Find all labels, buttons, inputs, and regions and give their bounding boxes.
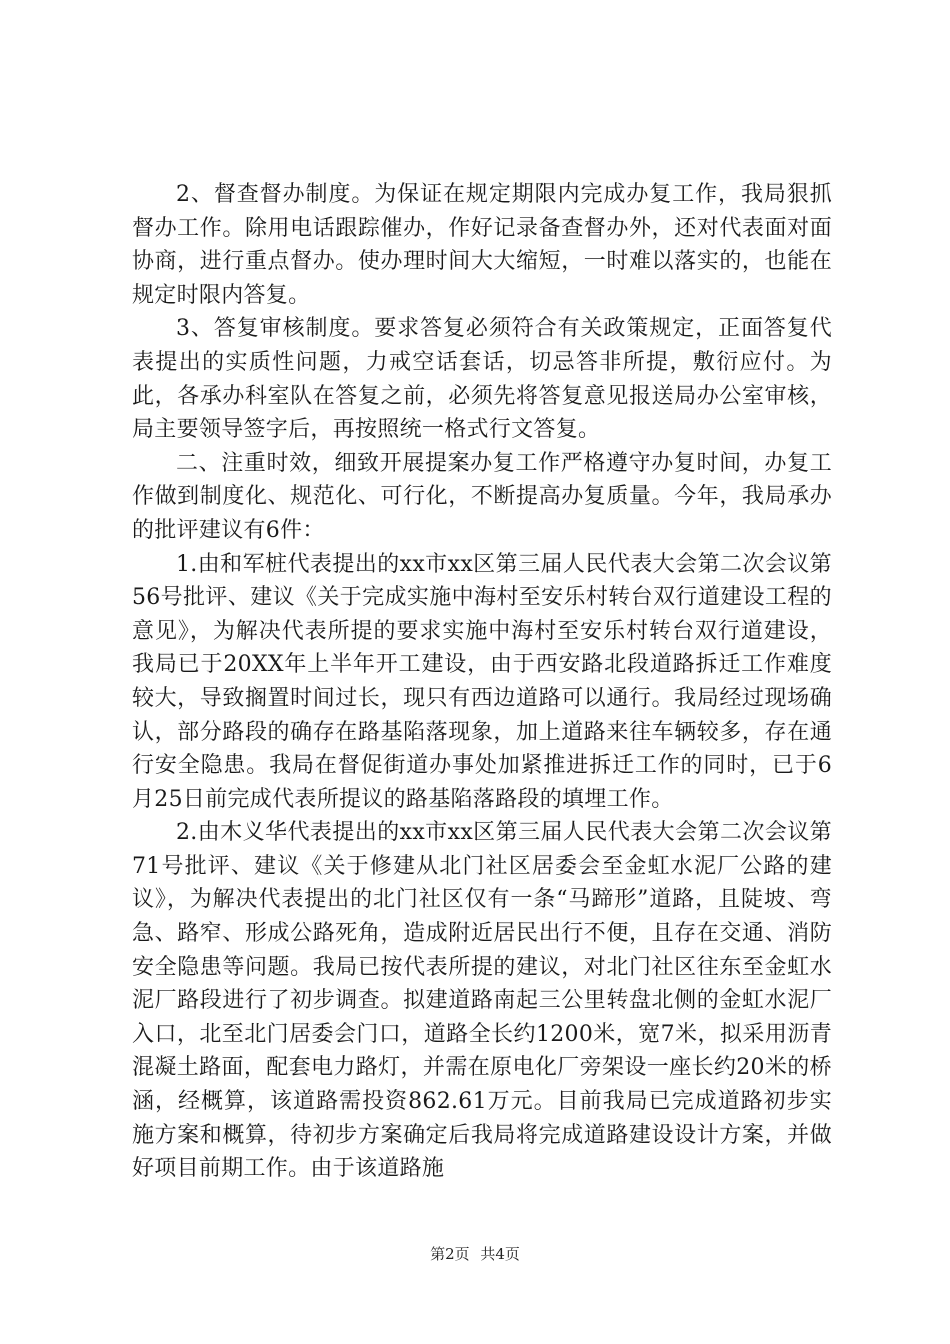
document-body <box>132 178 832 1186</box>
paragraph-item-two: 2.由木义华代表提出的xx市xx区第三届人民代表大会第二次会议第71号批评、建议《关于修建从北门社区居委会至金虹水泥厂公路的建议》，为解决代表提出的北门社区仅有一条“马蹄形”道路，且陡坡、弯急、路窄、形成公路死角，造成附近居民出行不便，且存在交通、消防安全隐患等问题。我局已按代表所提的建议，对北门社区往东至金虹水泥厂路段进行了初步调查。拟建道路南起三公里转盘北侧的金虹水泥厂入口，北至北门居委会门口，道路全长约1200米，宽7米，拟采用沥青混凝土路面，配套电力路灯，并需在原电化厂旁架设一座长约20米的桥涵，经概算，该道路需投资862.61万元。目前我局已完成道路初步实施方案和概算，待初步方案确定后我局将完成道路建设设计方案，并做好项目前期工作。由于该道路施 <box>132 820 832 1182</box>
page-total: 共4页 <box>480 1245 520 1263</box>
paragraph-section-two: 二、注重时效，细致开展提案办复工作严格遵守办复时间，办复工作做到制度化、规范化、可行化，不断提高办复质量。今年，我局承办的批评建议有6件： <box>132 450 832 543</box>
paragraph-supervision-system: 2、督查督办制度。为保证在规定期限内完成办复工作，我局狠抓督办工作。除用电话跟踪催办，作好记录备查督办外，还对代表面对面协商，进行重点督办。使办理时间大大缩短，一时难以落实的，也能在规定时限内答复。 <box>132 182 832 308</box>
paragraph-item-one: 1.由和军桩代表提出的xx市xx区第三届人民代表大会第二次会议第56号批评、建议《关于完成实施中海村至安乐村转台双行道建设工程的意见》，为解决代表所提的要求实施中海村至安乐村转台双行道建设，我局已于20XX年上半年开工建设，由于西安路北段道路拆迁工作难度较大，导致搁置时间过长，现只有西边道路可以通行。我局经过现场确认，部分路段的确存在路基陷落现象，加上道路来往车辆较多，存在通行安全隐患。我局在督促街道办事处加紧推进拆迁工作的同时，已于6月25日前完成代表所提议的路基陷落路段的填埋工作。 <box>132 551 832 812</box>
page-footer <box>0 1243 950 1264</box>
page-number: 第2页 <box>430 1245 470 1263</box>
paragraph-review-system: 3、答复审核制度。要求答复必须符合有关政策规定，正面答复代表提出的实质性问题，力戒空话套话，切忌答非所提，敷衍应付。为此，各承办科室队在答复之前，必须先将答复意见报送局办公室审核，局主要领导签字后，再按照统一格式行文答复。 <box>132 316 832 443</box>
